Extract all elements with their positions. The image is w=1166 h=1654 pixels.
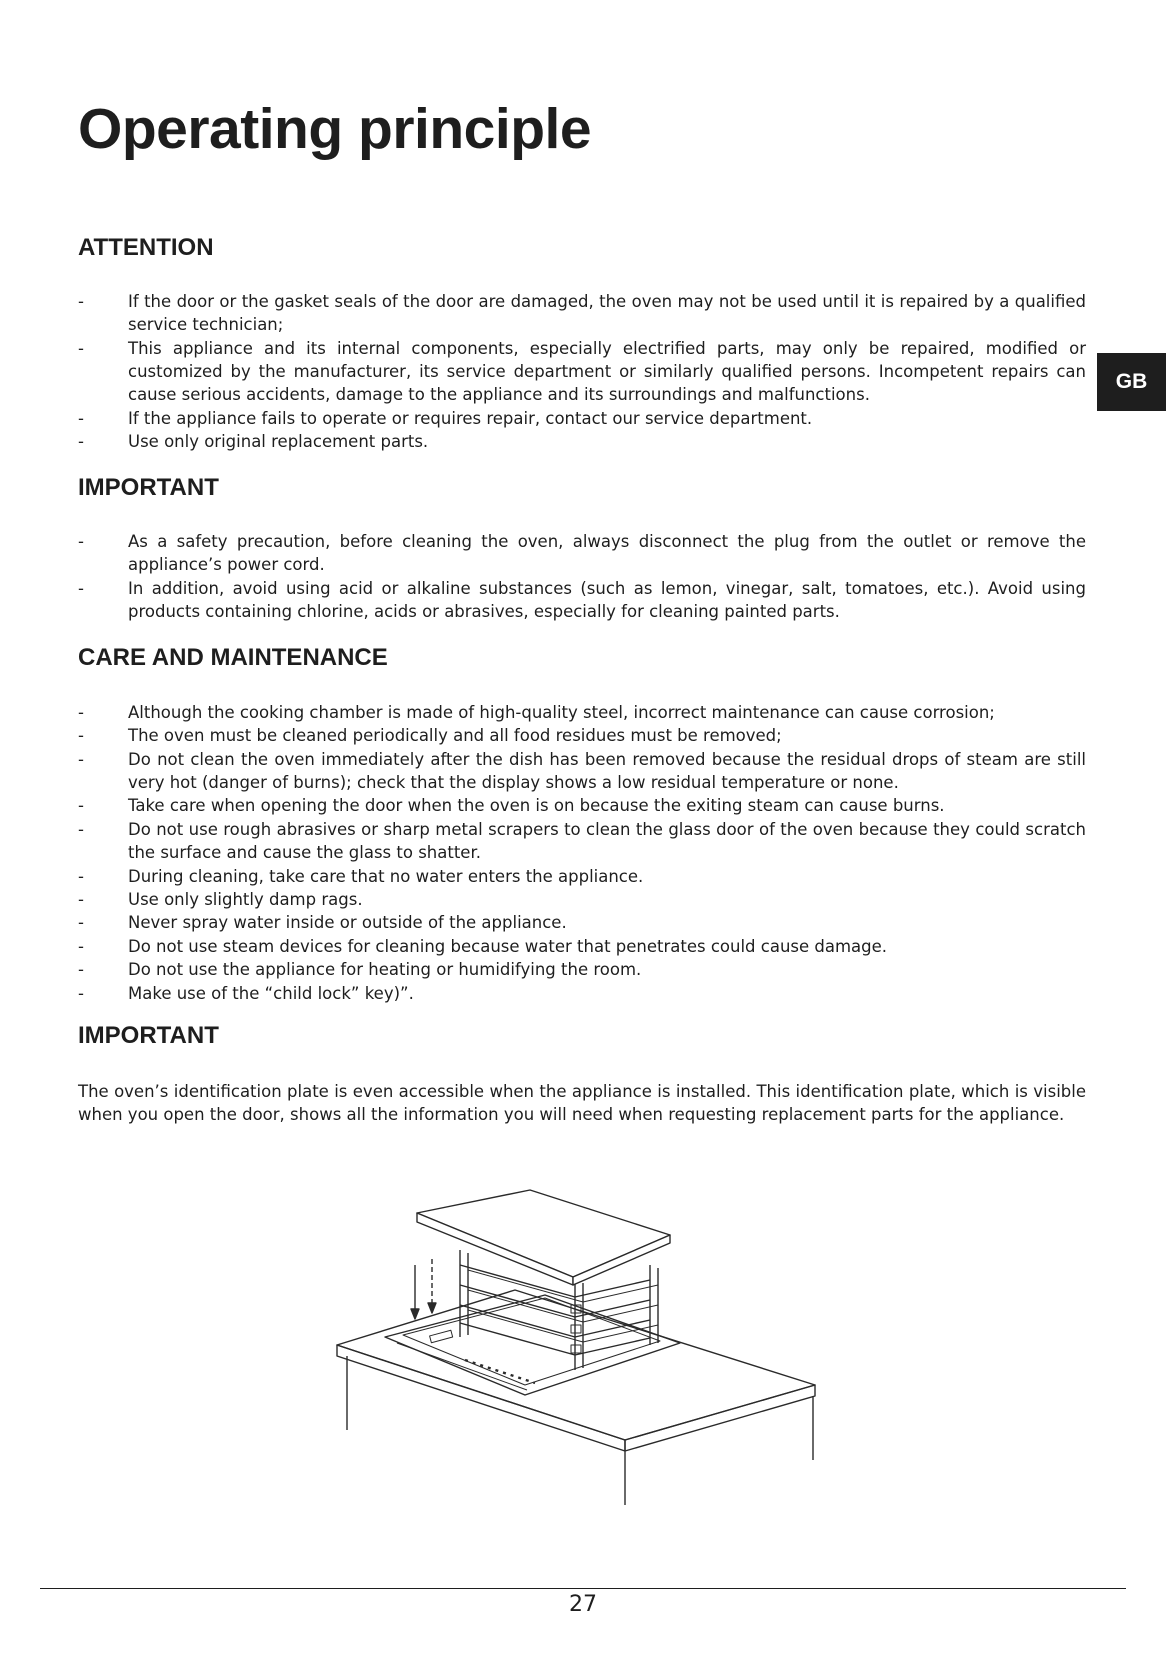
page-number: 27 (569, 1592, 597, 1617)
bullet-dash: - (78, 819, 84, 839)
list-item: - If the door or the gasket seals of the door are damaged, the oven may not be used until it is repaired by a qualified service technician; (78, 291, 1086, 335)
attention-list (78, 290, 1086, 454)
attention-heading: ATTENTION (78, 234, 214, 261)
identification-plate-paragraph: The oven’s identification plate is even accessible when the appliance is installed. This identification plate, which is visible when you open the door, shows all the information you will need when requesting replacement parts for the appliance. (78, 1081, 1086, 1125)
important-section-1 (78, 474, 1086, 623)
language-tab: GB (1097, 353, 1166, 411)
list-item: - Do not use rough abrasives or sharp metal scrapers to clean the glass door of the oven because they could scratch the surface and cause the glass to shatter. (78, 819, 1086, 863)
bullet-dash: - (78, 796, 84, 816)
bullet-dash: - (78, 726, 84, 746)
bullet-dash: - (78, 432, 84, 452)
bullet-dash: - (78, 338, 84, 358)
bullet-dash: - (78, 890, 84, 910)
list-item: - Although the cooking chamber is made of high-quality steel, incorrect maintenance can cause corrosion; (78, 701, 1086, 724)
important-heading-2: IMPORTANT (78, 1022, 219, 1049)
important-list-1 (78, 530, 1086, 624)
bullet-dash: - (78, 866, 84, 886)
care-maintenance-list (78, 701, 1086, 1005)
page-title: Operating principle (78, 97, 592, 161)
bullet-dash: - (78, 531, 84, 551)
list-item: - Do not clean the oven immediately after the dish has been removed because the residual drops of steam are still very hot (danger of burns); check that the display shows a low residual temperature or none. (78, 749, 1086, 793)
list-item: - Never spray water inside or outside of the appliance. (78, 911, 1086, 934)
list-item: - In addition, avoid using acid or alkaline substances (such as lemon, vinegar, salt, tomatoes, etc.). Avoid using products containing chlorine, acids or abrasives, especially for cleaning painted parts. (78, 578, 1086, 622)
bullet-dash: - (78, 578, 84, 598)
care-maintenance-heading: CARE AND MAINTENANCE (78, 644, 388, 671)
list-item: - Use only slightly damp rags. (78, 888, 1086, 911)
important-section-2 (78, 1022, 1086, 1127)
bullet-dash: - (78, 936, 84, 956)
important-heading-1: IMPORTANT (78, 474, 219, 501)
bullet-dash: - (78, 702, 84, 722)
list-item: - Do not use steam devices for cleaning because water that penetrates could cause damage. (78, 935, 1086, 958)
footer-rule (40, 1588, 1126, 1589)
list-item: - As a safety precaution, before cleaning the oven, always disconnect the plug from the outlet or remove the appliance’s power cord. (78, 531, 1086, 575)
list-item: - The oven must be cleaned periodically and all food residues must be removed; (78, 724, 1086, 747)
bullet-dash: - (78, 960, 84, 980)
list-item: - Make use of the “child lock” key)”. (78, 982, 1086, 1005)
oven-installation-diagram-icon (335, 1185, 825, 1505)
bullet-dash: - (78, 913, 84, 933)
list-item: - Use only original replacement parts. (78, 430, 1086, 453)
list-item: - Do not use the appliance for heating or humidifying the room. (78, 958, 1086, 981)
attention-section (78, 234, 1086, 454)
list-item: - This appliance and its internal components, especially electrified parts, may only be repaired, modified or customized by the manufacturer, its service department or similarly qualified persons. Incompetent repairs can cause serious accidents, damage to the appliance and its surroundings and malfunctions. (78, 338, 1086, 405)
list-item: - During cleaning, take care that no water enters the appliance. (78, 865, 1086, 888)
list-item: - If the appliance fails to operate or requires repair, contact our service department. (78, 407, 1086, 430)
bullet-dash: - (78, 749, 84, 769)
bullet-dash: - (78, 408, 84, 428)
bullet-dash: - (78, 291, 84, 311)
list-item: - Take care when opening the door when the oven is on because the exiting steam can cause burns. (78, 794, 1086, 817)
care-maintenance-section (78, 644, 1086, 1005)
bullet-dash: - (78, 983, 84, 1003)
